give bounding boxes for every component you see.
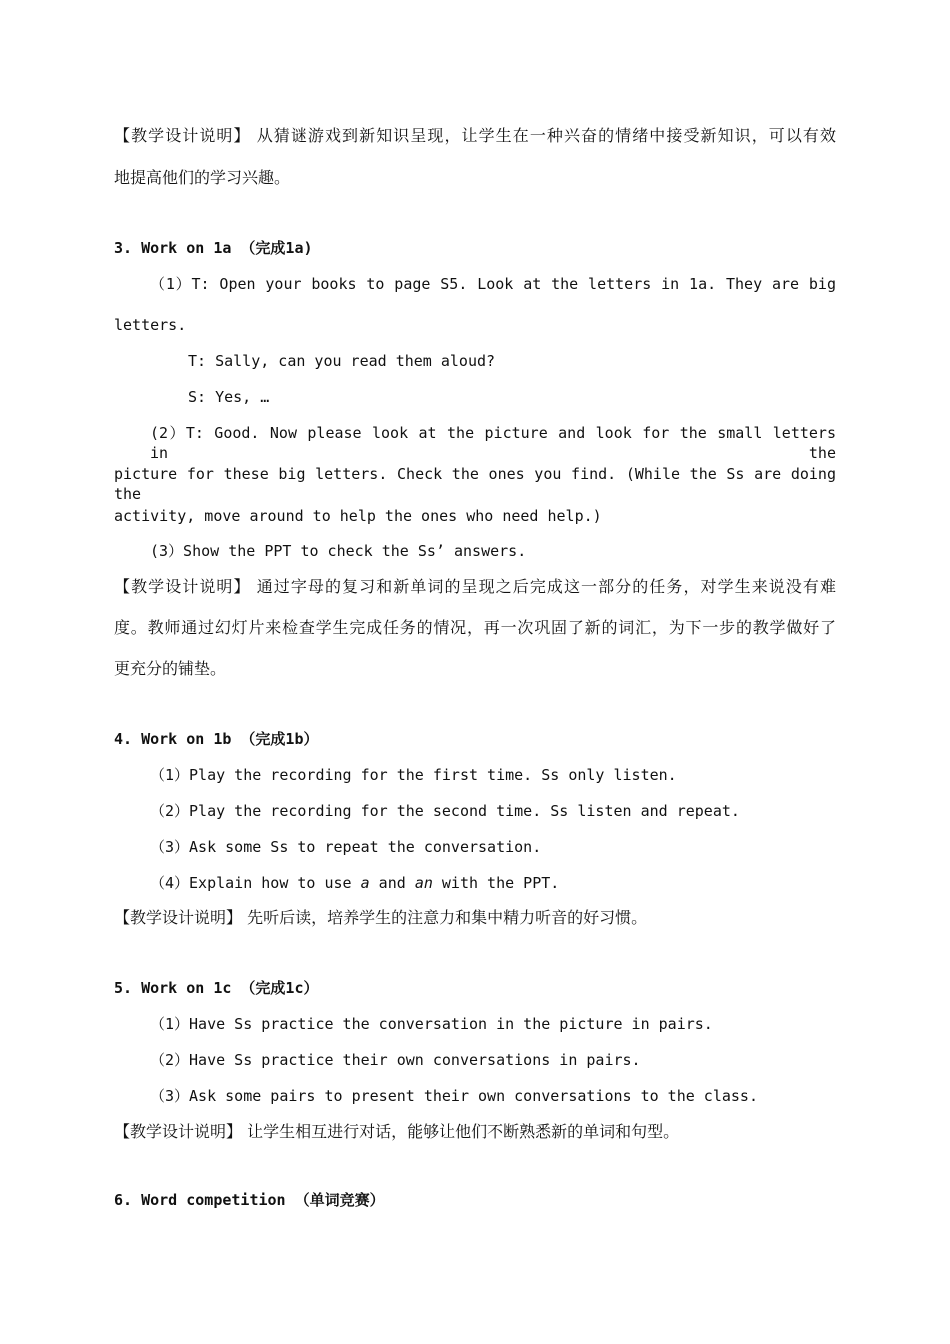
step-4-3: （3）Ask some Ss to repeat the conversation. <box>150 838 542 856</box>
step-3-2-line-1: (2）T: Good. Now please look at the picture and look for the small letters in the <box>150 424 836 462</box>
section-6-heading: 6. Word competition （单词竞赛） <box>114 1191 385 1209</box>
step-3-1-teacher: T: Sally, can you read them aloud? <box>188 352 496 370</box>
step-4-4 <box>150 873 559 893</box>
word-a: a <box>360 874 370 892</box>
step-3-1-student: S: Yes, … <box>188 388 270 406</box>
section-3-heading: 3. Work on 1a （完成1a) <box>114 239 313 257</box>
section-4-heading: 4. Work on 1b （完成1b） <box>114 730 319 748</box>
step-3-1-line-1: （1）T: Open your books to page S5. Look at the letters in 1a. They are big <box>150 275 836 293</box>
step-4-1: （1）Play the recording for the first time. Ss only listen. <box>150 766 677 784</box>
design-note-2-line-1: 【教学设计说明】 通过字母的复习和新单词的呈现之后完成这一部分的任务，对学生来说没有难 <box>114 577 836 596</box>
step-5-1: （1）Have Ss practice the conversation in the picture in pairs. <box>150 1015 713 1033</box>
word-an: an <box>414 874 433 892</box>
step-5-3: （3）Ask some pairs to present their own conversations to the class. <box>150 1087 758 1105</box>
design-note-4: 【教学设计说明】 让学生相互进行对话，能够让他们不断熟悉新的单词和句型。 <box>114 1122 680 1141</box>
step-3-3: (3）Show the PPT to check the Ss’ answers. <box>150 542 527 560</box>
step-4-4-suffix: with the PPT. <box>432 874 560 892</box>
design-note-2-line-3: 更充分的铺垫。 <box>114 659 227 678</box>
step-3-2-line-2: picture for these big letters. Check the ones you find. (While the Ss are doing the <box>114 465 836 503</box>
step-3-2-line-3: activity, move around to help the ones who need help.) <box>114 507 602 525</box>
design-note-3: 【教学设计说明】 先听后读，培养学生的注意力和集中精力听音的好习惯。 <box>114 908 648 927</box>
design-note-1-line-1: 【教学设计说明】 从猜谜游戏到新知识呈现，让学生在一种兴奋的情绪中接受新知识，可以有效 <box>114 126 836 145</box>
section-5-heading: 5. Work on 1c （完成1c） <box>114 979 319 997</box>
step-4-4-and: and <box>369 874 415 892</box>
step-5-2: （2）Have Ss practice their own conversations in pairs. <box>150 1051 641 1069</box>
design-note-2-line-2: 度。教师通过幻灯片来检查学生完成任务的情况，再一次巩固了新的词汇，为下一步的教学做好了 <box>114 618 836 637</box>
design-note-1-line-2: 地提高他们的学习兴趣。 <box>114 168 291 187</box>
step-4-2: （2）Play the recording for the second time. Ss listen and repeat. <box>150 802 740 820</box>
step-4-4-prefix: （4）Explain how to use <box>150 874 361 892</box>
step-3-1-line-2: letters. <box>114 316 187 334</box>
